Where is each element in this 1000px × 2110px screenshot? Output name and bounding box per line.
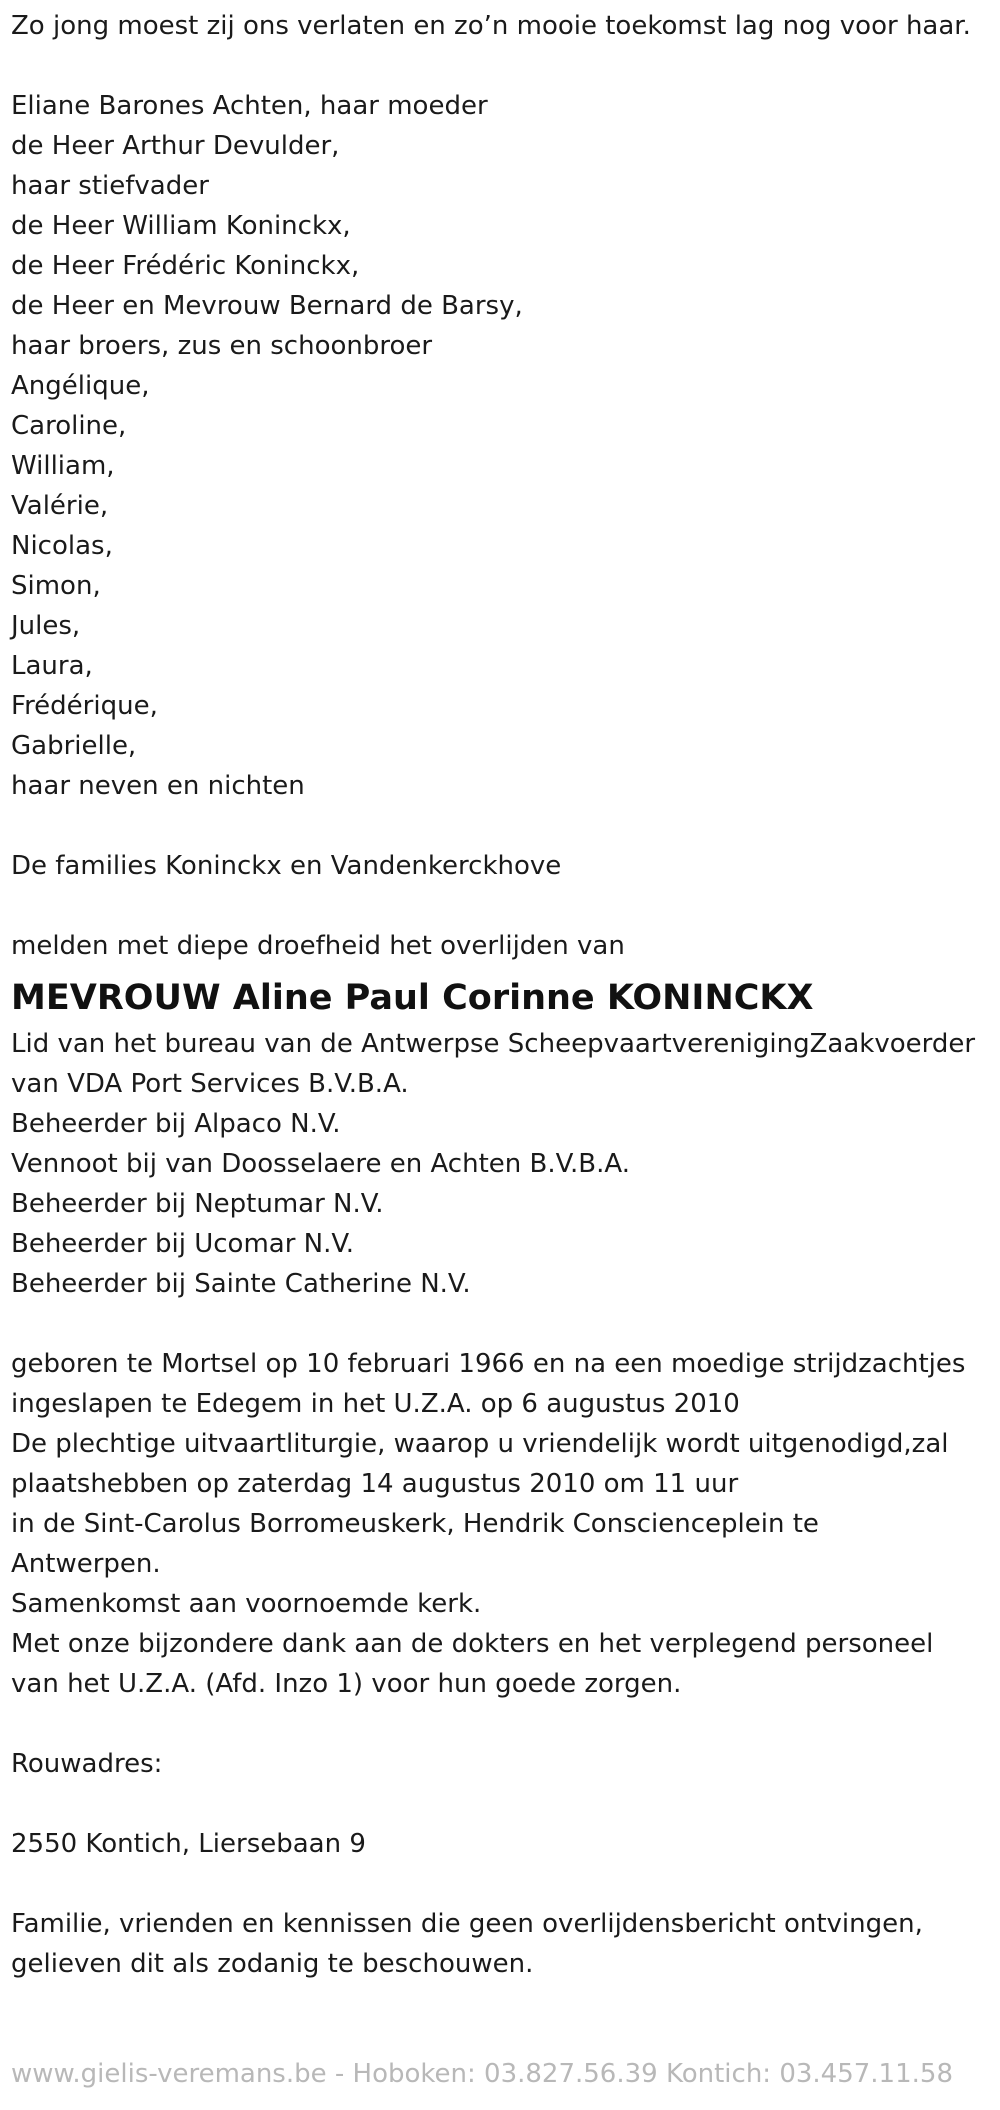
announcement-line: melden met diepe droefheid het overlijden van [11,931,625,961]
address-label: Rouwadres: [11,1749,163,1779]
family-line: Angélique, [11,371,150,401]
families-line: De families Koninckx en Vandenkerckhove [11,851,562,881]
family-line: haar neven en nichten [11,771,305,801]
family-list [11,86,996,806]
detail-line: Met onze bijzondere dank aan de dokters en het verplegend personeel [11,1629,934,1659]
role-line: Lid van het bureau van de Antwerpse ScheepvaartverenigingZaakvoerder [11,1029,976,1059]
role-line: Vennoot bij van Doosselaere en Achten B.V.B.A. [11,1149,630,1179]
roles-list [11,1024,996,1304]
family-line: Eliane Barones Achten, haar moeder [11,91,488,121]
family-line: Valérie, [11,491,109,521]
detail-line: geboren te Mortsel op 10 februari 1966 en na een moedige strijdzachtjes [11,1349,966,1379]
family-line: haar broers, zus en schoonbroer [11,331,433,361]
obituary-document [11,6,996,1984]
spacer [11,46,996,86]
family-line: Gabrielle, [11,731,137,761]
spacer [11,1304,996,1344]
role-line: Beheerder bij Neptumar N.V. [11,1189,384,1219]
opening-line: Zo jong moest zij ons verlaten en zo’n mooie toekomst lag nog voor haar. [11,11,971,41]
family-line: de Heer Arthur Devulder, [11,131,340,161]
detail-line: Antwerpen. [11,1549,161,1579]
spacer [11,806,996,846]
spacer [11,1784,996,1824]
detail-line: in de Sint-Carolus Borromeuskerk, Hendrik Conscienceplein te [11,1509,819,1539]
details-block [11,1344,996,1704]
family-line: de Heer en Mevrouw Bernard de Barsy, [11,291,523,321]
family-line: William, [11,451,115,481]
detail-line: Samenkomst aan voornoemde kerk. [11,1589,482,1619]
family-line: Jules, [11,611,81,641]
detail-line: van het U.Z.A. (Afd. Inzo 1) voor hun goede zorgen. [11,1669,682,1699]
family-line: de Heer Frédéric Koninckx, [11,251,360,281]
role-line: Beheerder bij Alpaco N.V. [11,1109,341,1139]
address-line: 2550 Kontich, Liersebaan 9 [11,1829,366,1859]
detail-line: ingeslapen te Edegem in het U.Z.A. op 6 augustus 2010 [11,1389,740,1419]
detail-line: plaatshebben op zaterdag 14 augustus 2010 om 11 uur [11,1469,739,1499]
closing-line: gelieven dit als zodanig te beschouwen. [11,1949,534,1979]
role-line: van VDA Port Services B.V.B.A. [11,1069,409,1099]
role-line: Beheerder bij Sainte Catherine N.V. [11,1269,471,1299]
family-line: Nicolas, [11,531,113,561]
closing-line: Familie, vrienden en kennissen die geen overlijdensbericht ontvingen, [11,1909,923,1939]
deceased-name: MEVROUW Aline Paul Corinne KONINCKX [11,978,814,1018]
family-line: haar stiefvader [11,171,209,201]
spacer [11,1704,996,1744]
family-line: Laura, [11,651,93,681]
family-line: de Heer William Koninckx, [11,211,351,241]
spacer [11,886,996,926]
footer-contact: www.gielis-veremans.be - Hoboken: 03.827.56.39 Kontich: 03.457.11.58 [11,2059,953,2089]
family-line: Frédérique, [11,691,158,721]
closing-block [11,1904,996,1984]
family-line: Caroline, [11,411,127,441]
detail-line: De plechtige uitvaartliturgie, waarop u vriendelijk wordt uitgenodigd,zal [11,1429,949,1459]
spacer [11,1864,996,1904]
family-line: Simon, [11,571,101,601]
role-line: Beheerder bij Ucomar N.V. [11,1229,355,1259]
